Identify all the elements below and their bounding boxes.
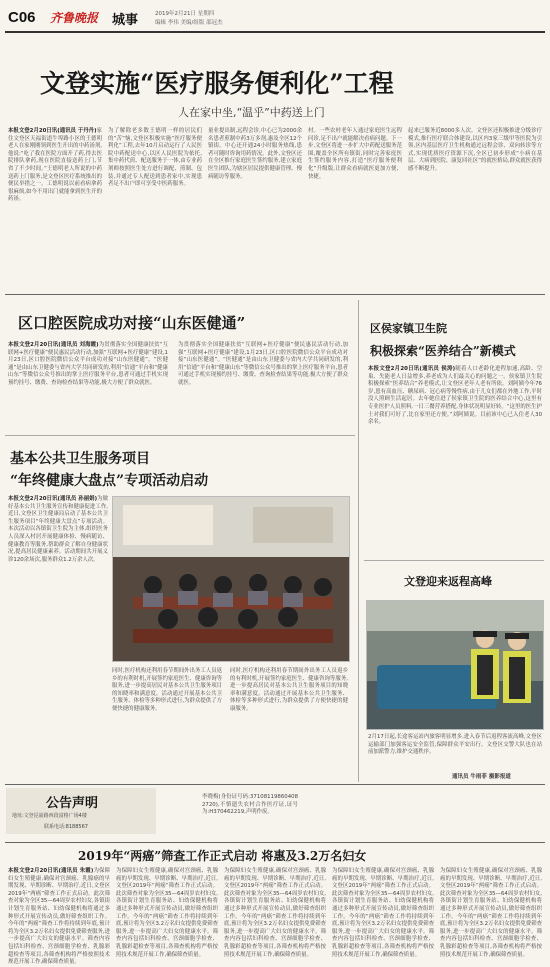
main-lead: 本报文登2月20日讯(通讯员 于丹丹) — [8, 128, 97, 134]
story-oral-hospital-col2 — [178, 342, 348, 420]
main-col-1-text: 家住文登区天福街道牛埠路小区的王德明老人在家刚刚领到医生开出的中药汤剂,他说:“吃了我在医院方面开了药,得去医院排队拿药,现在医院直接送药上门,节省了不少时间。”王德明老人所说的中药送药上门服务,是文登区医疗系统推出的便民举措之一。工德明说以前看病拿药很麻烦,如今不用出门就能拿到医生开的药汤。 — [8, 128, 102, 203]
notice-header — [6, 788, 156, 834]
story-health-check-body-2 — [112, 668, 222, 768]
story-return-peak-caption: 2月17日起,长途客运站内旅客明显增多,进入春节后返程客流高峰,文登区运输部门加强客运安全监管,保障群众平安出行。文登区交警大队也在站前加派警力,维护交通秩序。 — [368, 734, 542, 756]
story-houjia-title: 区侯家镇卫生院 — [370, 322, 447, 335]
bottom-lead: 本报文登2月20日讯(通讯员 朱霞) — [8, 868, 94, 874]
notice-phone: 联系电话:8188567 — [44, 824, 88, 830]
story-oral-hospital-text-2: 为贯彻落实全国健康扶贫“互联网+医疗健康”便民惠民活动行动,加强“互联网+医疗健康”建设,1月23日,区口腔医院微信公众平台成功对接“山东医健通”。“医健通”是由山东卫健委与省内大学共同研发的,利用“信通”平台和“健康山东”等微信公众号推出的掌上医疗服务平台,患者可通过手机实现预约挂号、缴费、查询检查结果等功能,极大方便了群众就医。 — [178, 342, 348, 386]
bottom-text-1: 为保障妇女生殖健康,确保对宫颈癌、乳腺癌的早期发现、早期诊断、早期治疗,近日,文登区2019年“两癌”筛查工作正式启动。此次筛查对象为全区35—64周岁农村妇女,各镇街计划生育服务站、妇幼保健机构将通过多种形式开展宣传动员,做好筛查组织工作。今年的“两癌”筛查工作将持续到年底,预计将为全区3.2万名妇女提供免费筛查服务,进一步提高广大妇女的健康水平。筛查内容包括妇科检查、宫颈细胞学检查、乳腺彩超检查等项目,各筛查机构将严格按照技术规范开展工作,确保筛查质量。 — [8, 868, 110, 966]
story-health-check-lead: 本报文登2月20日讯(通讯员 孙丽娟) — [8, 496, 98, 502]
story-oral-hospital-text: 为贯彻落实全国健康扶贫“互联网+医疗健康”便民惠民活动行动,加强“互联网+医疗健康”建设,1月23日,区口腔医院微信公众平台成功对接“山东医健通”。“医健通”是由山东卫健委与省内大学共同研发的,利用“信通”平台和“健康山东”等微信公众号推出的掌上医疗服务平台,患者可通过手机实现预约挂号、缴费、查询检查结果等功能,极大方便了群众就医。 — [8, 342, 169, 386]
story-houjia-body — [368, 366, 542, 542]
story-health-check-title-2: “年终健康大盘点”专项活动启动 — [10, 473, 209, 489]
story-houjia-lead: 本报文登2月20日讯(通讯员 侯涛) — [368, 366, 456, 372]
story-health-check-text-2: 同时,医疗机构还利用春节期间外出务工人员返乡的有利时机,开展签约家庭医生、健康咨询等服务,进一步提高居民对基本公共卫生服务项目的知晓率和满意度。活动通过开展基本公共卫生服务、体检等多种形式进行,为群众提供了方便快捷的健康服务。 — [112, 668, 222, 712]
police-photo-image — [367, 601, 543, 729]
story-health-check-text: 为做好基本公共卫生服务宣传和健康促进工作,近日,文登区卫生健康局启动了基本公共卫生服务项目“年终健康大盘点”专项活动。本次活动以各镇街卫生院为主体,组织医务人员深入村居开展健康体检、慢病随访、健康教育等服务,帮助群众了解自身健康状况,提高居民健康素养。活动期间共开展义诊120余场次,服务群众1.2万余人次。 — [8, 496, 108, 563]
brand-logo: 齐鲁晚报 — [50, 11, 99, 25]
bottom-col-4: 为保障妇女生殖健康,确保对宫颈癌、乳腺癌的早期发现、早期诊断、早期治疗,近日,文登区2019年“两癌”筛查工作正式启动。此次筛查对象为全区35—64周岁农村妇女,各镇街计划生育服务站、妇幼保健机构将通过多种形式开展宣传动员,做好筛查组织工作。今年的“两癌”筛查工作将持续到年底,预计将为全区3.2万名妇女提供免费筛查服务,进一步提高广大妇女的健康水平。筛查内容包括妇科检查、宫颈细胞学检查、乳腺彩超检查等项目,各筛查机构将严格按照技术规范开展工作,确保筛查质量。 — [332, 868, 434, 958]
notice-item: 李晓梅(身份证号码:371081198604082720),不慎遗失农村合作医疗证,证号为:H370462219,声明作废。 — [202, 794, 298, 816]
main-headline: 文登实施“医疗服务便利化”工程 — [40, 69, 394, 98]
main-col-3: 量业提出制,远程会诊,中心已为2000余名患者煎制中药3万多剂,惠及全区12个镇街。中心还开通24小时服务热线,患者可随时咨询用药情况。此外,文登区还在全区推行家庭医生签约服务,建立家庭医生团队,为辖区居民提供健康管理、慢病随访等服务。 — [208, 128, 302, 180]
bottom-col-1 — [8, 868, 110, 966]
header-rule — [5, 31, 545, 33]
story-oral-hospital-lead: 本报文登2月20日讯(通讯员 刘海霞) — [8, 342, 99, 348]
date-line: 2019年2月21日 星期四 — [155, 11, 215, 17]
bottom-col-5: 为保障妇女生殖健康,确保对宫颈癌、乳腺癌的早期发现、早期诊断、早期治疗,近日,文登区2019年“两癌”筛查工作正式启动。此次筛查对象为全区35—64周岁农村妇女,各镇街计划生育服务站、妇幼保健机构将通过多种形式开展宣传动员,做好筛查组织工作。今年的“两癌”筛查工作将持续到年底,预计将为全区3.2万名妇女提供免费筛查服务,进一步提高广大妇女的健康水平。筛查内容包括妇科检查、宫颈细胞学检查、乳腺彩超检查等项目,各筛查机构将严格按照技术规范开展工作,确保筛查质量。 — [440, 868, 542, 958]
story-health-check-body-3 — [230, 668, 348, 768]
page-header — [0, 0, 550, 30]
notice-box — [6, 788, 350, 836]
story-return-peak-title: 文登迎来返程高峰 — [404, 575, 492, 588]
story-health-check-title: 基本公共卫生服务项目 — [10, 451, 150, 467]
story-oral-hospital-col1 — [8, 342, 168, 420]
divider-main — [5, 294, 545, 295]
bottom-col-2: 为保障妇女生殖健康,确保对宫颈癌、乳腺癌的早期发现、早期诊断、早期治疗,近日,文登区2019年“两癌”筛查工作正式启动。此次筛查对象为全区35—64周岁农村妇女,各镇街计划生育服务站、妇幼保健机构将通过多种形式开展宣传动员,做好筛查组织工作。今年的“两癌”筛查工作将持续到年底,预计将为全区3.2万名妇女提供免费筛查服务,进一步提高广大妇女的健康水平。筛查内容包括妇科检查、宫颈细胞学检查、乳腺彩超检查等项目,各筛查机构将严格按照技术规范开展工作,确保筛查质量。 — [116, 868, 218, 958]
story-houjia-text: 随着人口老龄化进程加速,高龄、空巢、失能老人日益增多,养老成为人们最关心的问题之一。侯家镇卫生院积极探索“医养结合”养老模式,让文登区老年人老有所依。刘阿姨今年76岁,患有高血压、糖尿病、冠心病等慢性病,由于儿女们都在外地工作,平时没人照顾生活起居。去年她住进了侯家镇卫生院的医养结合中心,这里有专业医护人员照料,一日三餐营养搭配,身体状况明显好转。“这里的医生护士对我们可好了,比在家里还方便。”刘阿姨说。目前该中心已入住老人30余名。 — [368, 366, 543, 426]
section-name: 城事 — [112, 13, 139, 28]
notice-address: 地址:文登昆嵛路西段富格广场4楼 — [12, 813, 87, 819]
divider-vertical — [358, 300, 359, 782]
bottom-col-3: 为保障妇女生殖健康,确保对宫颈癌、乳腺癌的早期发现、早期诊断、早期治疗,近日,文登区2019年“两癌”筛查工作正式启动。此次筛查对象为全区35—64周岁农村妇女,各镇街计划生育服务站、妇幼保健机构将通过多种形式开展宣传动员,做好筛查组织工作。今年的“两癌”筛查工作将持续到年底,预计将为全区3.2万名妇女提供免费筛查服务,进一步提高广大妇女的健康水平。筛查内容包括妇科检查、宫颈细胞学检查、乳腺彩超检查等项目,各筛查机构将严格按照技术规范开展工作,确保筛查质量。 — [224, 868, 326, 958]
notice-title: 公告声明 — [46, 796, 99, 811]
main-subtitle: 人在家中坐,“温乎”中药送上门 — [178, 106, 325, 119]
main-col-2: 为了解除老多数王德明一样的居民们的“苦”恼,文登区积极实施“医疗服务便利化”工程,去年10月启动运行了人民医院中药配送中心,以区人民医院为依托,集中药代煎、配送服务于一体,由专业药剂师按照医生处方进行调配、煎制、包装,并通过专人配送到患者家中,实现患者足不出户即可享受中医药服务。 — [108, 128, 202, 188]
divider-right-1 — [364, 560, 544, 561]
health-lecture-photo — [112, 496, 350, 662]
story-health-check-text-3: 同时,医疗机构还利用春节期间外出务工人员返乡的有利时机,开展签约家庭医生、健康咨询等服务,进一步提高居民对基本公共卫生服务项目的知晓率和满意度。活动通过开展基本公共卫生服务、体检等多种形式进行,为群众提供了方便快捷的健康服务。 — [230, 668, 348, 712]
main-col-1 — [8, 128, 102, 240]
main-col-5: 起来已服务近8000多人次。文登区还积极推进分级诊疗模式,推行医疗联合体建设,以区内3家三级甲等医院为引领,区内基层医疗卫生机构通过远程会诊、双向转诊等方式,实现优质医疗资源下沉,全区已初步形成“小病在基层、大病到医院、康复回社区”的就医格局,群众就医获得感不断提升。 — [408, 128, 542, 172]
staff-line: 编辑 李伟 美编/组版 邵冠杰 — [155, 20, 223, 26]
divider-left-1 — [5, 435, 355, 436]
bottom-story-title: 2019年“两癌”筛查工作正式启动 将惠及3.2万名妇女 — [78, 849, 367, 863]
divider-notice-top — [5, 784, 545, 785]
main-col-4: 村。一些农村老年人通过家庭医生远程问诊,足不出户就能解决看病问题。下一步,文登区将进一步扩大中药配送服务范围,覆盖全区所有镇街,同时完善家庭医生签约服务内容,打造“医疗服务便利化”升级版,让群众看病就医更加方便、快捷。 — [308, 128, 402, 180]
story-return-peak-credit: 通讯员 牛雨菲 摄影报道 — [452, 774, 511, 780]
police-photo — [366, 600, 544, 730]
divider-bottom-story — [5, 842, 545, 843]
story-oral-hospital-title: 区口腔医院成功对接“山东医健通” — [18, 314, 246, 332]
story-health-check-body — [8, 496, 108, 776]
health-lecture-photo-image — [113, 497, 349, 661]
story-houjia-title-2: 积极探索“医养结合”新模式 — [370, 344, 516, 358]
page-code: C06 — [8, 9, 36, 26]
